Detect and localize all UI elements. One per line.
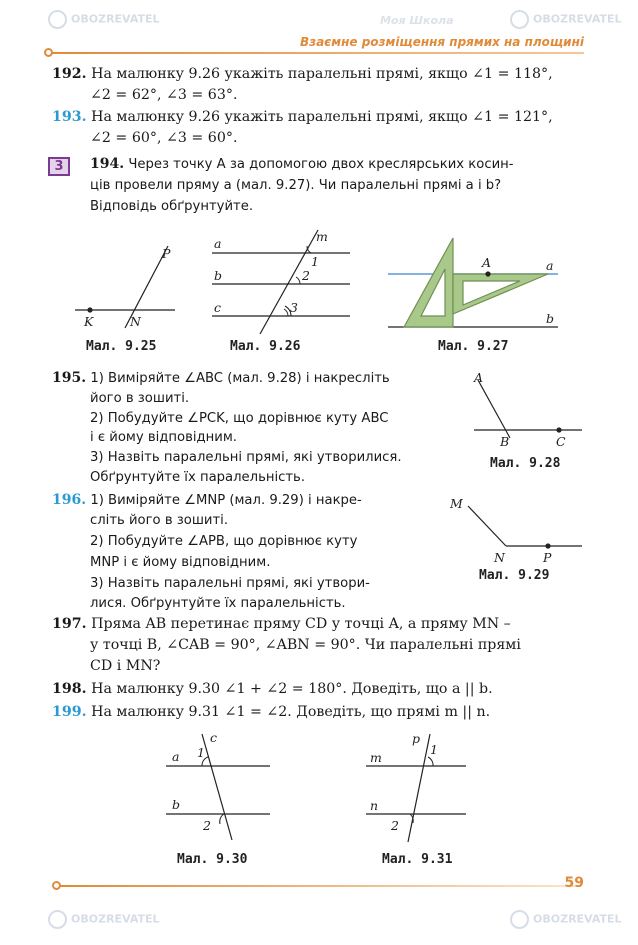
task-number: 195. (52, 370, 87, 386)
task-text: Через точку A за допомогою двох креслярських косин- (128, 157, 514, 172)
label-a: a (546, 258, 554, 273)
task-text: На малюнку 9.30 ∠1 + ∠2 = 180°. Доведіть, що a || b. (91, 681, 493, 697)
point-a (485, 271, 490, 276)
label-k: K (84, 314, 94, 329)
task-text: Пряма AB перетинає пряму CD у точці A, а пряму MN – (91, 616, 511, 632)
task-text: 2) Побудуйте ∠APB, що дорівнює куту (90, 534, 358, 549)
label-A: A (482, 255, 492, 270)
task-text: 3) Назвіть паралельні прямі, які утвори- (90, 576, 370, 591)
caption-9-30: Мал. 9.30 (177, 852, 248, 867)
task-text: ∠2 = 60°, ∠3 = 60°. (90, 130, 238, 146)
task-number: 193. (52, 109, 87, 125)
task-text: ців провели пряму a (мал. 9.27). Чи паралельні прямі a і b? (90, 178, 502, 193)
task-197 (52, 614, 511, 635)
label-N: N (494, 550, 505, 565)
watermark-logo: OBOZREVATEL (48, 910, 160, 929)
point-c (556, 427, 561, 432)
task-number: 196. (52, 492, 87, 508)
caption-9-26: Мал. 9.26 (230, 339, 301, 354)
task-text: CD і MN? (90, 658, 161, 674)
task-text: лися. Обґрунтуйте їх паралельність. (90, 596, 346, 611)
label-m: m (316, 229, 328, 244)
header-rule (52, 52, 584, 54)
label-B: B (500, 434, 510, 449)
caption-9-27: Мал. 9.27 (438, 339, 509, 354)
caption-9-29: Мал. 9.29 (479, 568, 550, 583)
watermark-logo: OBOZREVATEL (48, 10, 160, 29)
angle-1: 1 (311, 254, 319, 269)
label-b: b (546, 311, 555, 326)
task-198 (52, 679, 493, 700)
caption-9-25: Мал. 9.25 (86, 339, 157, 354)
angle-2: 2 (302, 268, 310, 283)
figure-9-27 (388, 234, 568, 334)
caption-9-28: Мал. 9.28 (490, 456, 561, 471)
task-text: На малюнку 9.31 ∠1 = ∠2. Доведіть, що прямі m || n. (91, 704, 491, 720)
task-number: 194. (90, 156, 125, 172)
label-m: m (370, 750, 382, 765)
angle-2: 2 (391, 818, 399, 833)
task-text: На малюнку 9.26 укажіть паралельні прямі, якщо ∠1 = 121°, (91, 109, 553, 125)
angle-1: 1 (430, 742, 438, 757)
label-b: b (214, 268, 223, 283)
task-text: і є йому відповідним. (90, 430, 238, 445)
label-c: c (214, 300, 222, 315)
label-A: A (474, 370, 484, 385)
task-number: 192. (52, 66, 87, 82)
task-text: у точці B, ∠CAB = 90°, ∠ABN = 90°. Чи паралельні прямі (90, 637, 521, 653)
difficulty-badge: 3 (48, 157, 70, 176)
label-a: a (172, 749, 180, 764)
label-n: n (370, 798, 379, 813)
task-text: Обґрунтуйте їх паралельність. (90, 470, 306, 485)
task-193 (52, 107, 553, 128)
task-text: ∠2 = 62°, ∠3 = 63°. (90, 87, 238, 103)
watermark-text: Моя Школа (380, 14, 454, 27)
figure-9-30 (160, 730, 280, 845)
label-C: C (556, 434, 566, 449)
figure-9-25 (70, 240, 190, 340)
task-199 (52, 702, 490, 723)
figure-9-29 (446, 490, 586, 570)
figure-9-28 (470, 368, 590, 453)
watermark-logo: OBOZREVATEL (510, 10, 622, 29)
task-195 (52, 368, 390, 389)
task-text: його в зошиті. (90, 391, 190, 406)
angle-2: 2 (203, 818, 211, 833)
caption-9-31: Мал. 9.31 (382, 852, 453, 867)
task-text: Відповідь обґрунтуйте. (90, 199, 254, 214)
figure-9-31 (360, 730, 480, 845)
angle-3: 3 (290, 300, 298, 315)
footer-rule (60, 885, 580, 887)
task-196 (52, 490, 362, 511)
task-number: 197. (52, 616, 87, 632)
task-text: сліть його в зошиті. (90, 513, 229, 528)
task-192 (52, 64, 553, 85)
label-n: N (130, 314, 141, 329)
point-p (545, 543, 550, 548)
task-194 (90, 154, 514, 175)
task-number: 199. (52, 704, 87, 720)
task-text: На малюнку 9.26 укажіть паралельні прямі, якщо ∠1 = 118°, (91, 66, 553, 82)
label-p: P (162, 246, 171, 261)
watermark-logo: OBOZREVATEL (510, 910, 622, 929)
point-k (87, 307, 92, 312)
label-c: c (210, 730, 218, 745)
label-a: a (214, 236, 222, 251)
page-number: 59 (564, 875, 584, 891)
task-text: 1) Виміряйте ∠MNP (мал. 9.29) і накре- (90, 493, 362, 508)
label-p: p (412, 731, 421, 746)
task-number: 198. (52, 681, 87, 697)
figure-9-26 (210, 228, 360, 338)
task-text: 1) Виміряйте ∠ABC (мал. 9.28) і накресліть (90, 371, 390, 386)
task-text: 3) Назвіть паралельні прямі, які утворилися. (90, 450, 402, 465)
label-M: M (450, 496, 463, 511)
task-text: 2) Побудуйте ∠PCK, що дорівнює куту ABC (90, 411, 389, 426)
label-b: b (172, 797, 181, 812)
label-P: P (543, 550, 552, 565)
task-text: MNP і є йому відповідним. (90, 555, 271, 570)
angle-1: 1 (197, 745, 205, 760)
section-title: Взаємне розміщення прямих на площині (299, 35, 584, 49)
